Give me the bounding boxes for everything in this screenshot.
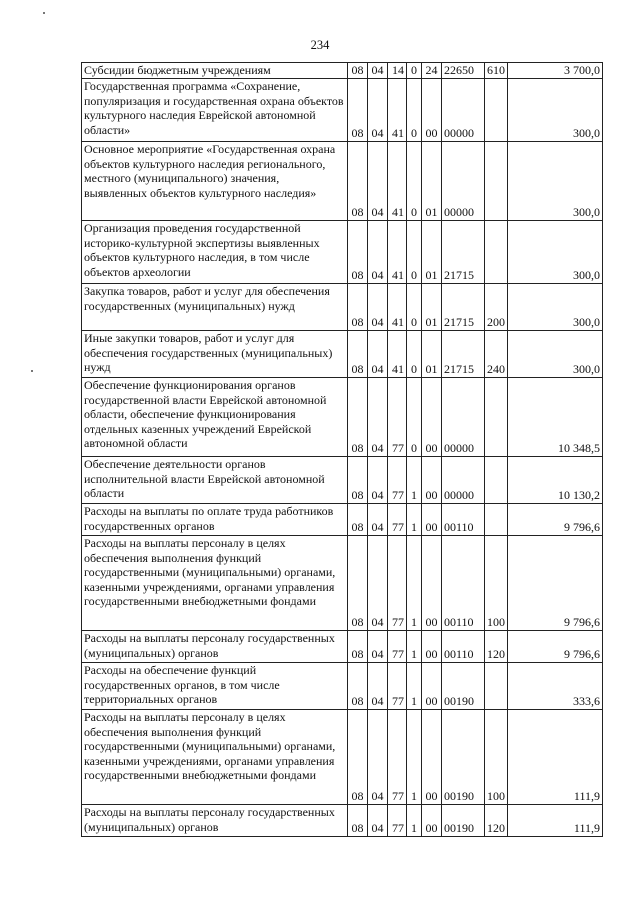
subsection-code: 04 [368, 457, 388, 504]
expense-type-code [485, 142, 508, 221]
row-name: Обеспечение деятельности органов исполнительной власти Еврейской автономной области [82, 457, 348, 504]
table-row [82, 457, 603, 504]
row-name: Расходы на обеспечение функций государственных органов, в том числе территориальных органов [82, 663, 348, 710]
section-code: 08 [348, 536, 368, 631]
amount: 300,0 [508, 142, 603, 221]
subsection-code: 04 [368, 63, 388, 79]
subsection-code: 04 [368, 805, 388, 837]
amount: 111,9 [508, 805, 603, 837]
expense-type-code: 120 [485, 631, 508, 663]
target-article-program: 77 [388, 378, 407, 457]
target-article-direction: 00110 [442, 504, 485, 536]
amount: 9 796,6 [508, 536, 603, 631]
expense-type-code [485, 378, 508, 457]
table-row [82, 221, 603, 284]
target-article-subprogram: 0 [407, 142, 422, 221]
subsection-code: 04 [368, 631, 388, 663]
expense-type-code: 240 [485, 331, 508, 378]
section-code: 08 [348, 457, 368, 504]
amount: 300,0 [508, 79, 603, 142]
expense-type-code: 200 [485, 284, 508, 331]
target-article-program: 41 [388, 79, 407, 142]
target-article-program: 41 [388, 331, 407, 378]
subsection-code: 04 [368, 536, 388, 631]
expense-type-code: 610 [485, 63, 508, 79]
row-name: Организация проведения государственной историко-культурной экспертизы выявленных объектов культурного наследия, в том числе объектов археологии [82, 221, 348, 284]
target-article-direction: 00000 [442, 378, 485, 457]
target-article-program: 41 [388, 221, 407, 284]
subsection-code: 04 [368, 142, 388, 221]
target-article-direction: 00110 [442, 631, 485, 663]
section-code: 08 [348, 710, 368, 805]
target-article-event: 01 [422, 331, 442, 378]
expense-type-code [485, 79, 508, 142]
table-row [82, 536, 603, 631]
table-row [82, 504, 603, 536]
target-article-direction: 21715 [442, 221, 485, 284]
amount: 300,0 [508, 331, 603, 378]
target-article-program: 77 [388, 710, 407, 805]
target-article-event: 00 [422, 631, 442, 663]
target-article-event: 00 [422, 457, 442, 504]
table-row [82, 663, 603, 710]
row-name: Расходы на выплаты персоналу государственных (муниципальных) органов [82, 805, 348, 837]
target-article-direction: 00000 [442, 79, 485, 142]
row-name: Обеспечение функционирования органов государственной власти Еврейской автономной области, обеспечение функционирования отдельных казенных учреждений Еврейской автономной области [82, 378, 348, 457]
table-row [82, 63, 603, 79]
target-article-subprogram: 1 [407, 536, 422, 631]
expense-type-code: 100 [485, 710, 508, 805]
amount: 333,6 [508, 663, 603, 710]
target-article-direction: 22650 [442, 63, 485, 79]
target-article-program: 77 [388, 631, 407, 663]
target-article-event: 01 [422, 221, 442, 284]
target-article-subprogram: 1 [407, 631, 422, 663]
target-article-direction: 21715 [442, 284, 485, 331]
target-article-program: 77 [388, 457, 407, 504]
target-article-subprogram: 0 [407, 63, 422, 79]
table-row [82, 284, 603, 331]
target-article-subprogram: 0 [407, 221, 422, 284]
section-code: 08 [348, 378, 368, 457]
row-name: Основное мероприятие «Государственная охрана объектов культурного наследия регионального, местного (муниципального) значения, выявленных объектов культурного наследия» [82, 142, 348, 221]
target-article-event: 01 [422, 284, 442, 331]
subsection-code: 04 [368, 378, 388, 457]
section-code: 08 [348, 79, 368, 142]
amount: 300,0 [508, 221, 603, 284]
target-article-subprogram: 0 [407, 331, 422, 378]
target-article-event: 24 [422, 63, 442, 79]
expense-type-code [485, 457, 508, 504]
table-row [82, 710, 603, 805]
target-article-event: 00 [422, 79, 442, 142]
expense-type-code [485, 663, 508, 710]
target-article-subprogram: 0 [407, 284, 422, 331]
expense-type-code [485, 504, 508, 536]
subsection-code: 04 [368, 504, 388, 536]
table-row [82, 805, 603, 837]
expense-type-code: 120 [485, 805, 508, 837]
section-code: 08 [348, 631, 368, 663]
target-article-program: 41 [388, 142, 407, 221]
table-row [82, 631, 603, 663]
section-code: 08 [348, 663, 368, 710]
target-article-subprogram: 1 [407, 805, 422, 837]
target-article-program: 41 [388, 284, 407, 331]
target-article-direction: 00000 [442, 457, 485, 504]
scan-speck [43, 12, 45, 14]
target-article-subprogram: 1 [407, 663, 422, 710]
target-article-subprogram: 1 [407, 504, 422, 536]
subsection-code: 04 [368, 284, 388, 331]
target-article-program: 77 [388, 805, 407, 837]
section-code: 08 [348, 504, 368, 536]
target-article-event: 00 [422, 378, 442, 457]
row-name: Расходы на выплаты персоналу в целях обеспечения выполнения функций государственными (муниципальными) органами, казенными учреждениями, органами управления государственными внебюджетными фондами [82, 710, 348, 805]
subsection-code: 04 [368, 710, 388, 805]
target-article-subprogram: 1 [407, 457, 422, 504]
target-article-direction: 00190 [442, 663, 485, 710]
subsection-code: 04 [368, 79, 388, 142]
table-row [82, 331, 603, 378]
target-article-program: 77 [388, 504, 407, 536]
section-code: 08 [348, 284, 368, 331]
table-row [82, 79, 603, 142]
scan-speck [31, 370, 33, 372]
page-number: 234 [310, 38, 330, 52]
row-name: Государственная программа «Сохранение, популяризация и государственная охрана объектов культурного наследия Еврейской автономной области» [82, 79, 348, 142]
target-article-event: 00 [422, 536, 442, 631]
budget-table [81, 62, 603, 837]
target-article-program: 77 [388, 536, 407, 631]
table-row [82, 378, 603, 457]
amount: 9 796,6 [508, 504, 603, 536]
table-body [82, 63, 603, 837]
section-code: 08 [348, 331, 368, 378]
target-article-direction: 00000 [442, 142, 485, 221]
section-code: 08 [348, 805, 368, 837]
amount: 9 796,6 [508, 631, 603, 663]
subsection-code: 04 [368, 663, 388, 710]
target-article-program: 77 [388, 663, 407, 710]
expense-type-code [485, 221, 508, 284]
row-name: Субсидии бюджетным учреждениям [82, 63, 348, 79]
target-article-direction: 21715 [442, 331, 485, 378]
section-code: 08 [348, 63, 368, 79]
target-article-event: 00 [422, 710, 442, 805]
target-article-direction: 00110 [442, 536, 485, 631]
row-name: Расходы на выплаты персоналу государственных (муниципальных) органов [82, 631, 348, 663]
expense-type-code: 100 [485, 536, 508, 631]
amount: 3 700,0 [508, 63, 603, 79]
amount: 10 348,5 [508, 378, 603, 457]
section-code: 08 [348, 142, 368, 221]
subsection-code: 04 [368, 221, 388, 284]
target-article-program: 14 [388, 63, 407, 79]
row-name: Расходы на выплаты по оплате труда работников государственных органов [82, 504, 348, 536]
subsection-code: 04 [368, 331, 388, 378]
target-article-event: 00 [422, 504, 442, 536]
section-code: 08 [348, 221, 368, 284]
target-article-direction: 00190 [442, 710, 485, 805]
amount: 111,9 [508, 710, 603, 805]
row-name: Расходы на выплаты персоналу в целях обеспечения выполнения функций государственными (муниципальными) органами, казенными учреждениями, органами управления государственными внебюджетными фондами [82, 536, 348, 631]
target-article-subprogram: 1 [407, 710, 422, 805]
amount: 10 130,2 [508, 457, 603, 504]
target-article-subprogram: 0 [407, 378, 422, 457]
table-row [82, 142, 603, 221]
target-article-event: 01 [422, 142, 442, 221]
target-article-event: 00 [422, 663, 442, 710]
row-name: Иные закупки товаров, работ и услуг для обеспечения государственных (муниципальных) нужд [82, 331, 348, 378]
target-article-subprogram: 0 [407, 79, 422, 142]
amount: 300,0 [508, 284, 603, 331]
target-article-event: 00 [422, 805, 442, 837]
target-article-direction: 00190 [442, 805, 485, 837]
row-name: Закупка товаров, работ и услуг для обеспечения государственных (муниципальных) нужд [82, 284, 348, 331]
